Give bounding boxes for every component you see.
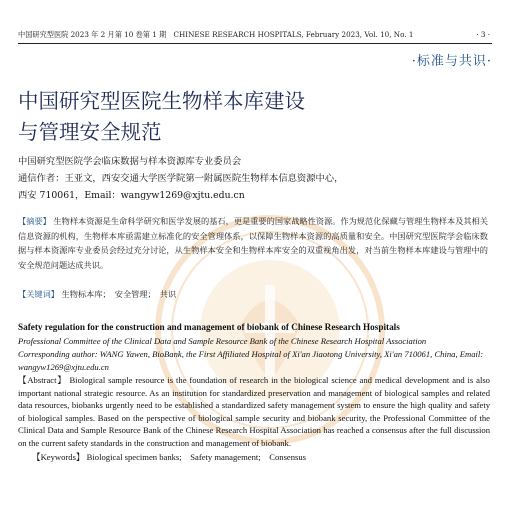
article-title-cn — [18, 86, 438, 148]
committee-cn: 中国研究型医院学会临床数据与样本资源库专业委员会 — [18, 156, 242, 167]
keywords-cn-text: 生物标本库； 安全管理； 共识 — [61, 289, 177, 299]
title-cn-line2: 与管理安全规范 — [18, 120, 162, 144]
page-number: · 3 · — [476, 30, 490, 39]
header-divider — [18, 43, 492, 44]
committee-en: Professional Committee of the Clinical Data and Sample Resource Bank of the Chinese Research Hospital Association — [18, 335, 427, 346]
english-abstract-block — [18, 321, 490, 464]
keywords-cn-label: 【关键词】 — [18, 289, 59, 299]
corresponding-author-en: Corresponding author: WANG Yawen, BioBank, the First Affiliated Hospital of Xi'an Jiaotong University, Xi'an 710061, China, Email: wangyw1269@xjtu.edu.cn — [18, 349, 484, 372]
article-title-en: Safety regulation for the construction and management of biobank of Chinese Research Hospitals — [18, 322, 400, 332]
title-cn-line1: 中国研究型医院生物样本库建设 — [18, 89, 305, 113]
section-tag: ·标准与共识· — [411, 54, 492, 69]
abstract-cn — [18, 214, 488, 272]
keywords-cn — [18, 288, 488, 301]
abstract-cn-label: 【摘要】 — [18, 216, 51, 226]
keywords-en-label: 【Keywords】 — [32, 452, 85, 462]
abstract-en-text: Biological sample resource is the foundation of research in the biological science and medical development and is also important national strategic resource. As an institution for standardized preservation and management of biological samples and related data resources, biobanks urgently need to be established a standardized safety management system to ensure the high quality and safety of biological samples. Based on the perspective of biological sample security and biobank security, the Professional Committee of the Clinical Data and Sample Resource Bank of the Chinese Research Hospital Association has reached a consensus after the full discussion on the current safety standards in the construction and management of biobank. — [18, 375, 490, 448]
keywords-en-text: Biological specimen banks; Safety management; Consensus — [86, 452, 307, 462]
abstract-en-label: 【Abstract】 — [18, 375, 67, 385]
header-journal-info: 中国研究型医院 2023 年 2 月第 10 卷第 1 期 CHINESE RESEARCH HOSPITALS, February 2023, Vol. 10, No. 1 — [18, 30, 414, 39]
running-header — [18, 30, 490, 39]
keywords-en — [18, 451, 490, 464]
corresponding-cn-line2: 西安 710061，Email：wangyw1269@xjtu.edu.cn — [18, 190, 245, 201]
author-block-cn — [18, 153, 488, 204]
corresponding-cn-line1: 通信作者：王亚文，西安交通大学医学院第一附属医院生物样本信息资源中心， — [18, 173, 344, 184]
abstract-en — [18, 374, 490, 449]
abstract-cn-text: 生物样本资源是生命科学研究和医学发展的基石，更是重要的国家战略性资源。作为规范化保藏与管理生物样本及其相关信息资源的机构，生物样本库亟需建立标准化的安全管理体系，以保障生物样本资源的高质量和安全。中国研究型医院学会临床数据与样本资源库专业委员会经过充分讨论，从生物样本安全和生物样本库安全的双重视角出发，对当前生物样本库建设与管理中的安全规范问题达成共识。 — [18, 216, 488, 270]
